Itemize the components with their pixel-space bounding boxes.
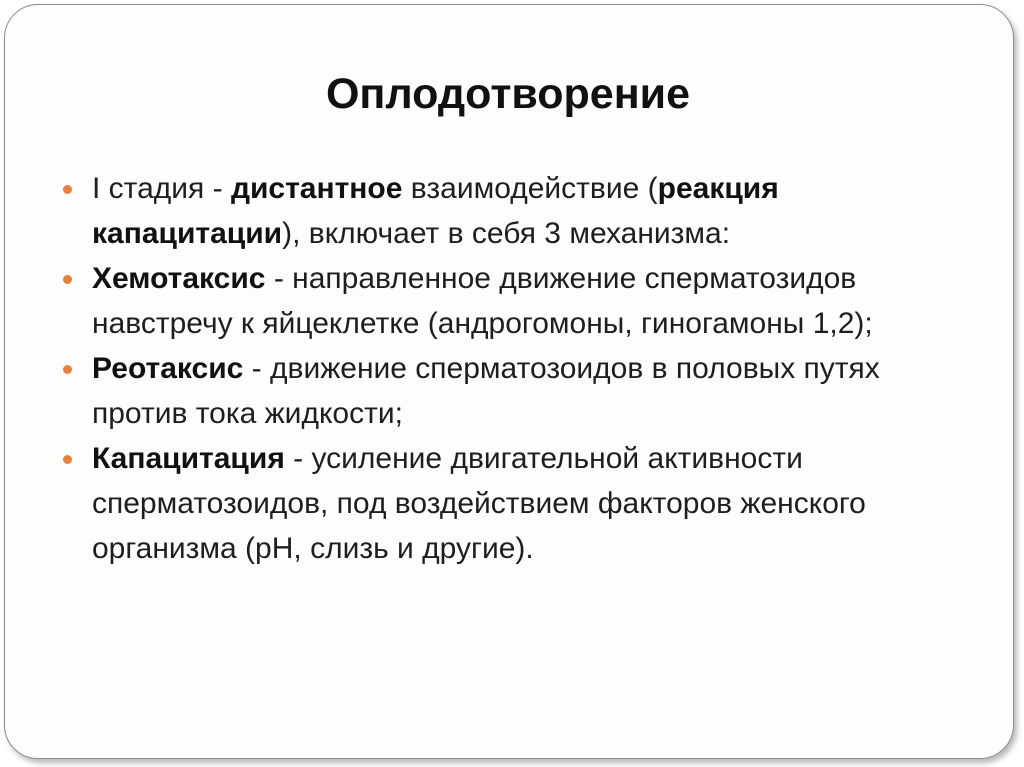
bold-term: Хемотаксис [92,262,266,295]
bold-term: Капацитация [92,442,285,475]
bullet-list [58,166,958,571]
bullet-dot-icon [63,275,72,284]
text-segment: - направленное движение сперматозидов навстречу к яйцеклетке (андрогомоны, гиногамоны 1,2); [92,262,873,340]
bullet-dot-icon [63,455,72,464]
bullet-item-capacitation [58,436,958,571]
bullet-item-chemotaxis [58,256,958,346]
text-segment: I стадия - [92,172,231,205]
bold-term: реакция капацитации [92,172,779,250]
bullet-dot-icon [63,365,72,374]
bullet-item-rheotaxis [58,346,958,436]
bullet-text [92,262,873,340]
bullet-dot-icon [63,185,72,194]
bold-term: Реотаксис [92,352,244,385]
text-segment: ), включает в себя 3 механизма: [282,217,731,250]
text-segment: взаимодействие ( [402,172,658,205]
text-segment: - усиление двигательной активности сперматозоидов, под воздействием факторов женского организма (pH, слизь и другие). [92,442,866,565]
text-segment: - движение сперматозоидов в половых путях против тока жидкости; [92,352,880,430]
bullet-text [92,442,866,565]
bold-term: дистантное [230,172,403,205]
bullet-text [92,172,779,250]
bullet-text [92,352,880,430]
slide-title: Оплодотворение [325,70,691,118]
bullet-item-stage-one [58,166,958,256]
